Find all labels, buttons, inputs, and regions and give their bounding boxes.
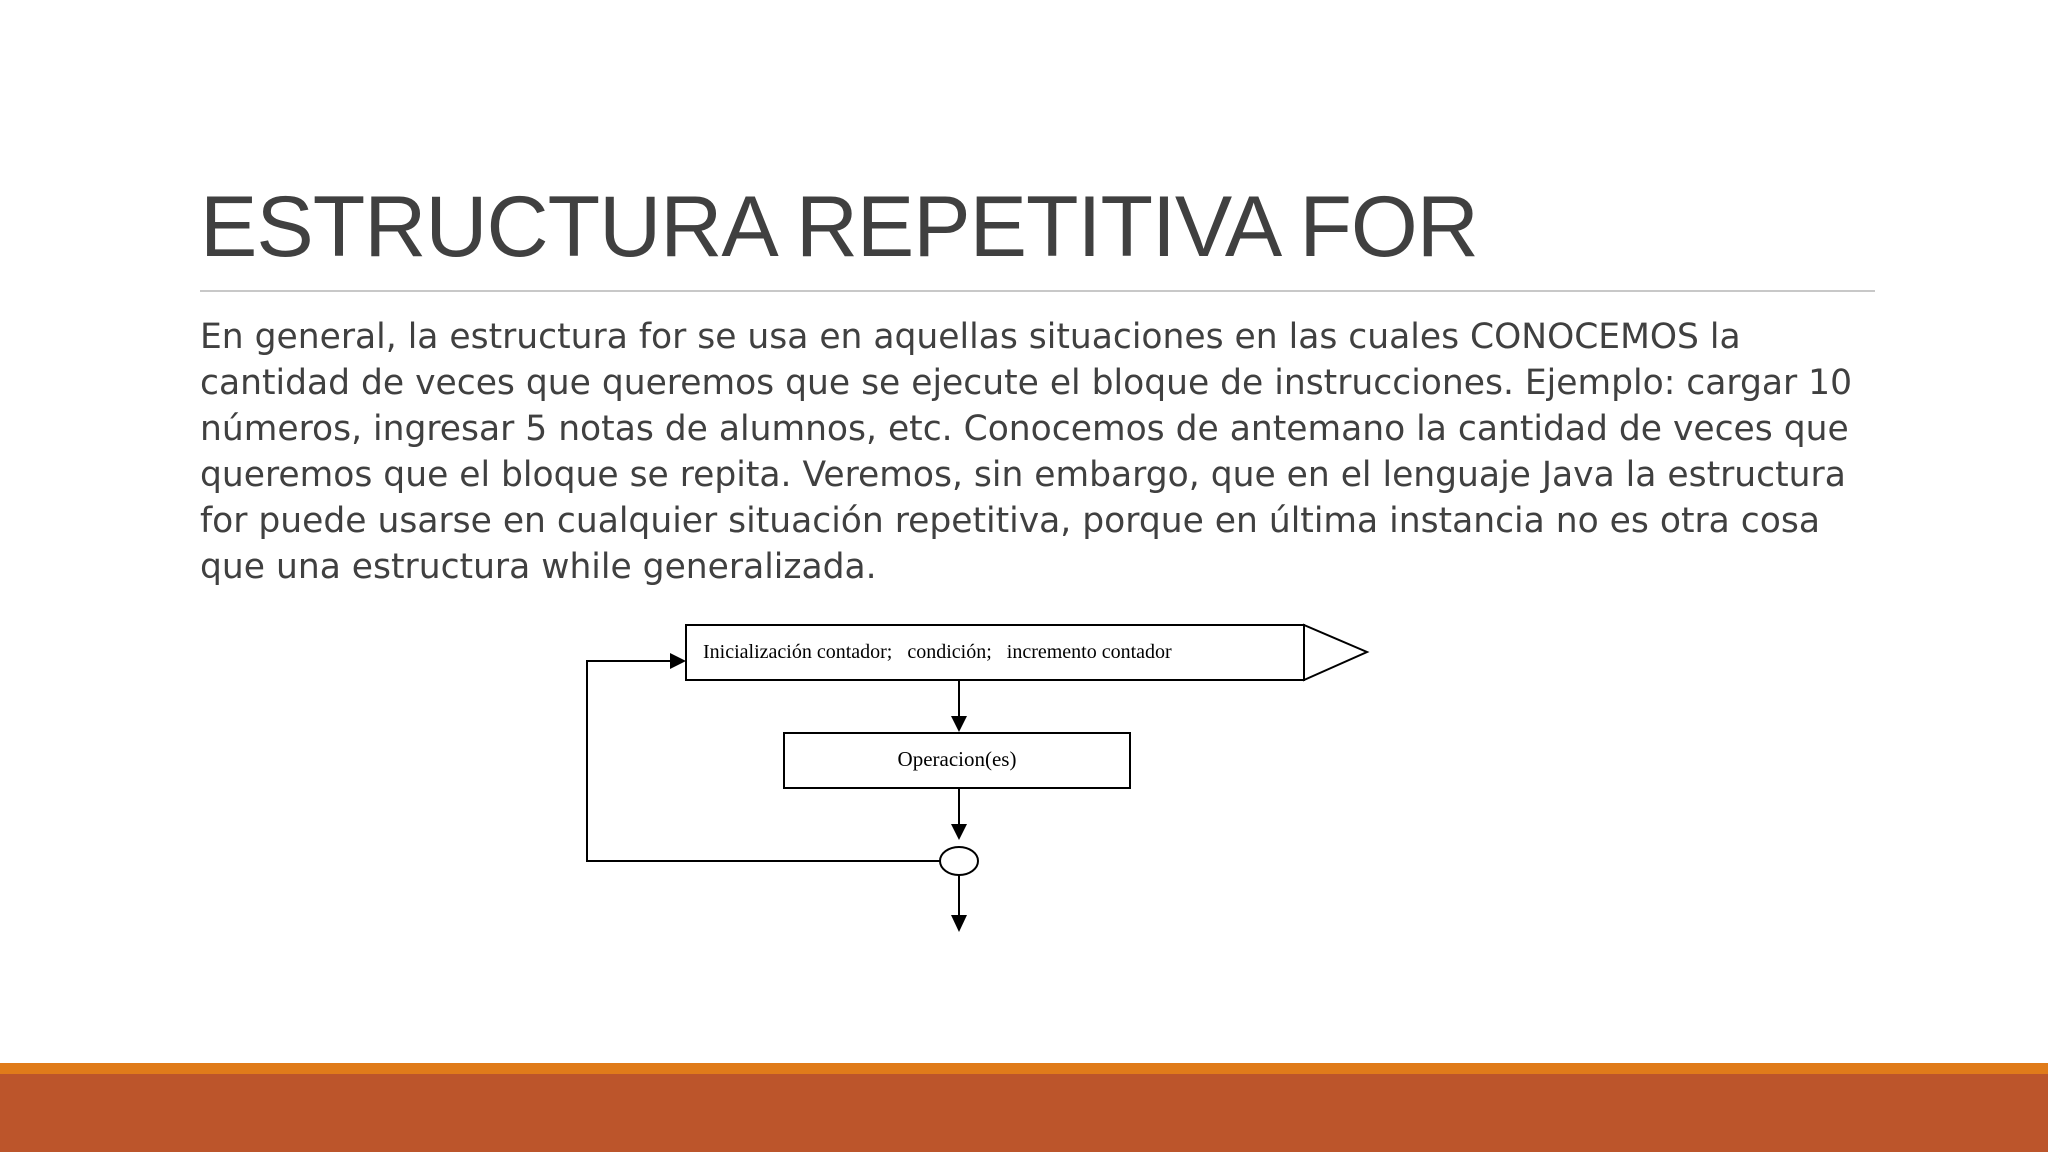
footer-accent-stripe (0, 1063, 2048, 1074)
arrow-head-down-2 (951, 824, 967, 840)
arrow-head-down-1 (951, 716, 967, 732)
loop-back-arrow-head (670, 653, 686, 669)
slide-title: ESTRUCTURA REPETITIVA FOR (200, 179, 1478, 275)
operation-label: Operacion(es) (897, 747, 1017, 771)
slide-body-text: En general, la estructura for se usa en aquellas situaciones en las cuales CONOCEMOS la cantidad de veces que queremos que se ejecute el bloque de instrucciones. Ejemplo: cargar 10 números, ingresar 5 notas de alumnos, etc. Conocemos de antemano la cantidad de veces que queremos que el bloque se repita. Veremos, sin embargo, que en el lenguaje Java la estructura for puede usarse en cualquier situación repetitiva, porque en última instancia no es otra cosa que una estructura while generalizada. (200, 317, 1853, 587)
junction-connector (940, 847, 978, 875)
footer-bar (0, 1074, 2048, 1152)
exit-arrow-head (951, 915, 967, 932)
title-divider (200, 290, 1875, 292)
for-header-arrow-tip (1304, 625, 1367, 680)
for-header-label: Inicialización contador; condición; incremento contador (703, 641, 1172, 663)
for-loop-flowchart (560, 600, 1400, 960)
